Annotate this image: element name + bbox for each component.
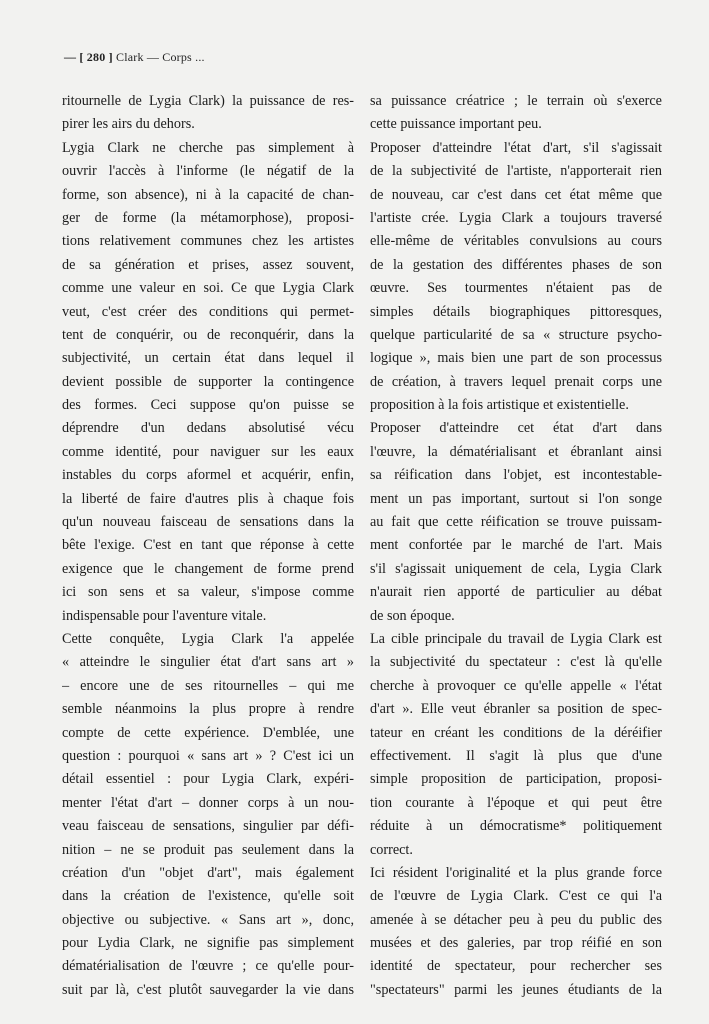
text-line: sa puissance créatrice ; le terrain où s'exerce — [370, 93, 662, 109]
text-line: correct. — [370, 841, 413, 858]
text-line: semble néanmoins la plus propre à rendre — [62, 701, 354, 718]
text-line: la liberté de faire d'autres plis à chaque fois — [62, 490, 354, 507]
text-line: « atteindre le singulier état d'art sans art » — [62, 654, 354, 671]
text-line: cette puissance important peu. — [370, 116, 542, 133]
text-line: La cible principale du travail de Lygia Clark est — [370, 630, 662, 647]
text-line: qu'un nouveau faisceau de sensations dans la — [62, 514, 354, 531]
text-line: amenée à se détacher peu à peu du public des — [370, 911, 662, 928]
text-line: veut, c'est créer des conditions qui permet- — [62, 303, 354, 320]
text-line: œuvre. Ses tourmentes n'étaient pas de — [370, 280, 662, 297]
text-line: ouvrir l'accès à l'informe (le négatif de la — [62, 163, 354, 180]
text-line: proposition à la fois artistique et existentielle. — [370, 397, 629, 414]
text-line: indispensable pour l'aventure vitale. — [62, 607, 267, 624]
left-text-column — [62, 90, 354, 1002]
text-line: pour Lydia Clark, ne signifie pas simplement — [62, 935, 354, 952]
text-line: bête l'exige. C'est en tant que réponse à cette — [62, 537, 354, 554]
text-line: devient possible de supporter la contingence — [62, 373, 354, 390]
running-title: Clark — Corps ... — [116, 50, 205, 64]
text-line: déprendre d'un dedans absolutisé vécu — [62, 420, 354, 437]
text-line: dématérialisation de l'œuvre ; ce qu'elle pour- — [62, 958, 354, 975]
text-line: au fait que cette réification se trouve puissam- — [370, 514, 662, 531]
text-line: exigence que le changement de forme prend — [62, 560, 354, 577]
text-line: – encore une de ses ritournelles – qui me — [62, 677, 354, 694]
page-header — [64, 50, 205, 65]
text-line: nition – ne se produit pas seulement dans la — [62, 841, 354, 858]
text-line: ger de forme (la métamorphose), proposi- — [62, 209, 354, 226]
text-line: comme identité, pour naviguer sur les eaux — [62, 443, 354, 460]
text-line: tion courante à l'époque et qui peut être — [370, 794, 662, 811]
text-line: identité de spectateur, pour rechercher ses — [370, 958, 662, 975]
text-line: objective ou subjective. « Sans art », donc, — [62, 911, 354, 928]
text-line: Cette conquête, Lygia Clark l'a appelée — [62, 630, 354, 647]
text-line: n'aurait rien apporté de particulier au débat — [370, 584, 662, 601]
text-line: ici son sens et sa valeur, s'impose comme — [62, 584, 354, 601]
text-line: de son époque. — [370, 607, 455, 624]
text-line: ment un pas important, surtout si l'on songe — [370, 490, 662, 507]
text-line: réduite à un démocratisme* politiquement — [370, 818, 662, 835]
text-line: sa réification dans l'objet, est incontestable- — [370, 467, 662, 484]
text-line: de la gestation des différentes phases de son — [370, 256, 662, 273]
text-line: ritournelle de Lygia Clark) la puissance de res- — [62, 93, 354, 109]
text-line: compte de cette expérience. D'emblée, une — [62, 724, 354, 741]
text-line: veau faisceau de sensations, singulier par défi- — [62, 818, 354, 835]
text-line: instables du corps aformel et acquérir, enfin, — [62, 467, 354, 484]
text-line: cherche à provoquer ce qu'elle appelle « l'état — [370, 677, 662, 694]
text-line: de création, à travers lequel prenait corps une — [370, 373, 662, 390]
text-line: forme, son absence), ni à la capacité de chan- — [62, 186, 354, 203]
text-line: simples détails biographiques pittoresques, — [370, 303, 662, 320]
text-line: de sa génération et prises, assez souvent, — [62, 256, 354, 273]
text-line: de nouveau, car c'est dans cet état même que — [370, 186, 662, 203]
text-line: des formes. Ceci suppose qu'on puisse se — [62, 397, 354, 414]
text-line: l'œuvre, la dématérialisant et ébranlant ainsi — [370, 443, 662, 460]
text-line: comme une valeur en soi. Ce que Lygia Clark — [62, 280, 354, 297]
text-line: ment confortée par le marché de l'art. Mais — [370, 537, 662, 554]
text-line: détail essentiel : pour Lygia Clark, expéri- — [62, 771, 354, 788]
page-number: — [ 280 ] — [64, 50, 113, 64]
text-line: Proposer d'atteindre l'état d'art, s'il s'agissait — [370, 139, 662, 156]
text-line: "spectateurs" parmi les jeunes étudiants de la — [370, 981, 662, 998]
text-line: subjectivité, un certain état dans lequel il — [62, 350, 354, 367]
text-line: création d'un "objet d'art", mais également — [62, 864, 354, 881]
text-line: tateur en créant les conditions de la déréifier — [370, 724, 662, 741]
text-line: logique », mais bien une part de son processus — [370, 350, 662, 367]
text-line: elle-même de véritables convulsions au cours — [370, 233, 662, 250]
text-line: question : pourquoi « sans art » ? C'est ici un — [62, 747, 354, 764]
text-line: musées et des galeries, par trop réifié en son — [370, 935, 662, 952]
text-line: Lygia Clark ne cherche pas simplement à — [62, 139, 354, 156]
text-line: tent de conquérir, ou de reconquérir, dans la — [62, 326, 354, 343]
text-line: Ici résident l'originalité et la plus grande force — [370, 864, 662, 881]
text-line: pirer les airs du dehors. — [62, 116, 195, 133]
text-line: d'art ». Elle veut ébranler sa position de spec- — [370, 701, 662, 718]
text-line: de la subjectivité de l'artiste, n'apporterait rien — [370, 163, 662, 180]
text-line: simple proposition de participation, proposi- — [370, 771, 662, 788]
right-text-column — [370, 90, 662, 1002]
text-line: s'il s'agissait uniquement de cela, Lygia Clark — [370, 560, 662, 577]
text-line: dans la création de l'existence, qu'elle soit — [62, 888, 354, 905]
text-line: Proposer d'atteindre cet état d'art dans — [370, 420, 662, 437]
text-line: la subjectivité du spectateur : c'est là qu'elle — [370, 654, 662, 671]
text-line: quelque particularité de sa « structure psycho- — [370, 326, 662, 343]
text-line: l'artiste crée. Lygia Clark a toujours traversé — [370, 209, 662, 226]
text-line: de l'œuvre de Lygia Clark. C'est ce qui l'a — [370, 888, 662, 905]
text-line: tions relativement communes chez les artistes — [62, 233, 354, 250]
text-line: suit par là, c'est plutôt sauvegarder la vie dans — [62, 981, 354, 998]
text-line: effectivement. Il s'agit là plus que d'une — [370, 747, 662, 764]
text-line: menter l'état d'art – donner corps à un nou- — [62, 794, 354, 811]
